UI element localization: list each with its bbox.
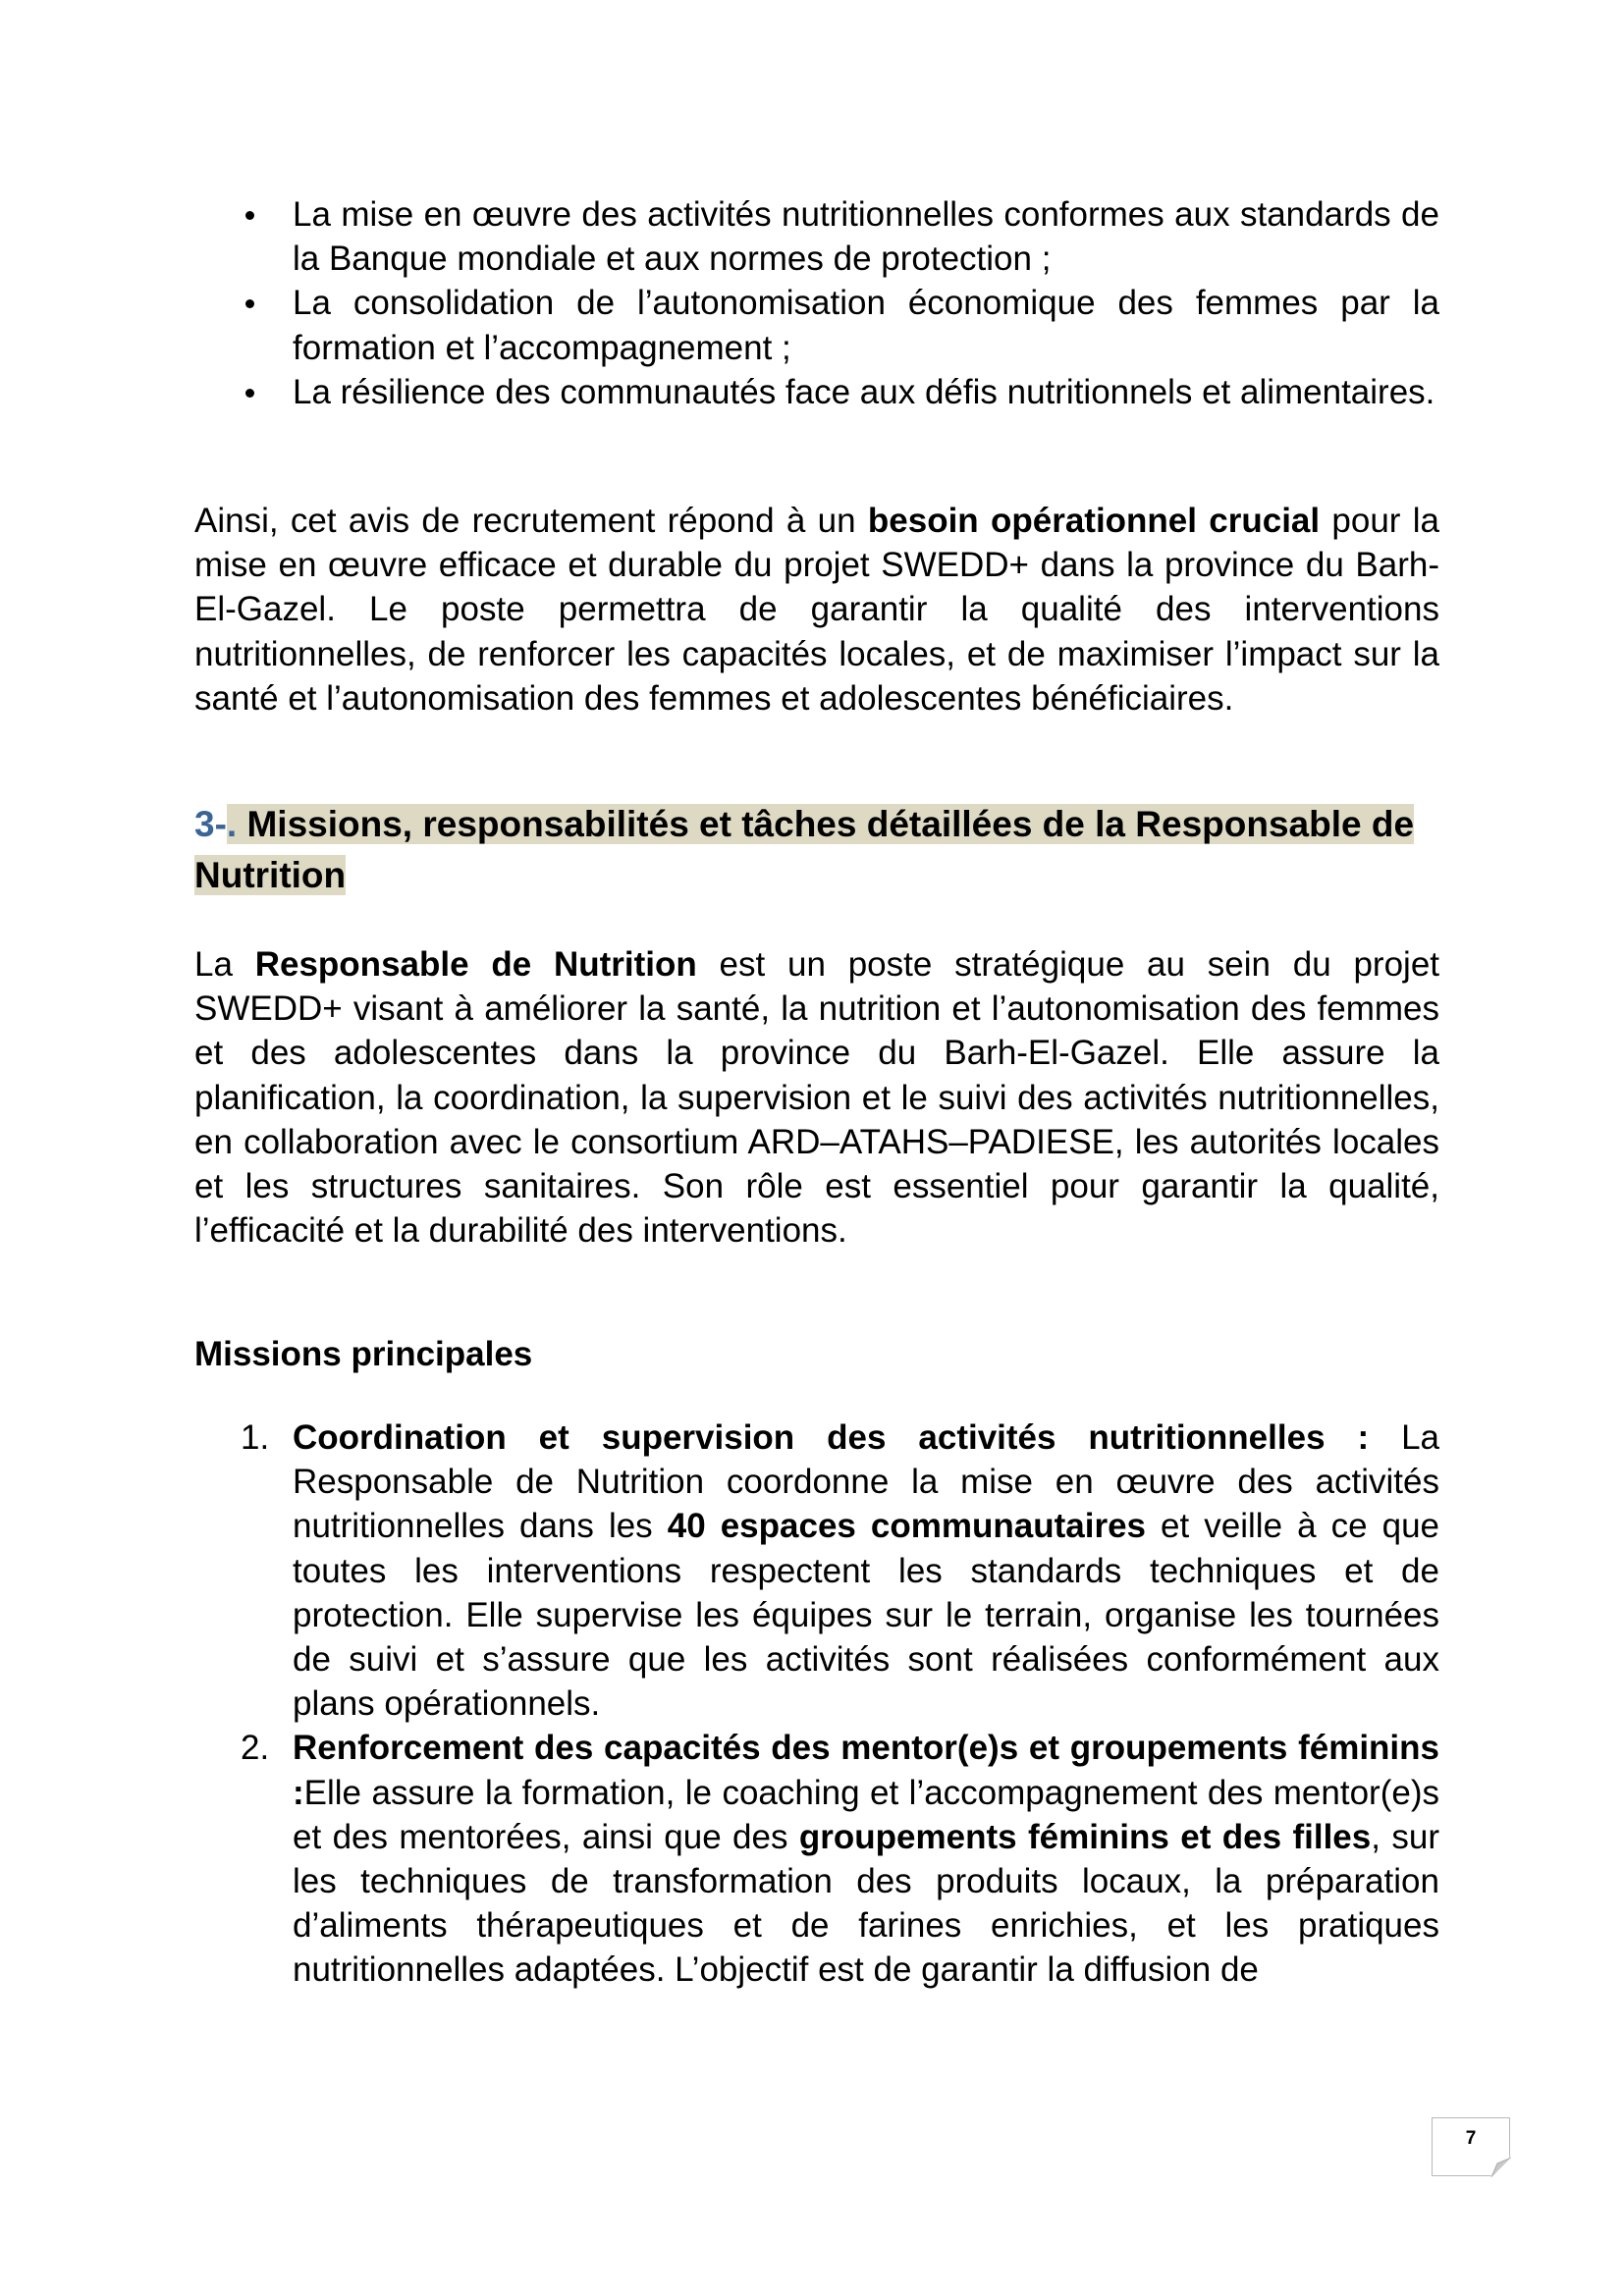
section-title-highlight: . Missions, responsabilités et tâches détaillées de la Responsable de Nutrition: [194, 804, 1415, 895]
missions-list: [194, 1415, 1439, 1993]
bullet-item: La consolidation de l’autonomisation économique des femmes par la formation et l’accompagnement ;: [194, 281, 1439, 369]
mission-title: Coordination et supervision des activités nutritionnelles :: [293, 1418, 1370, 1457]
bullet-icon: [245, 389, 254, 398]
section-number: 3-: [194, 804, 227, 844]
page-number-box: [1432, 2117, 1510, 2176]
page-number: 7: [1465, 2128, 1477, 2149]
recruitment-paragraph: Ainsi, cet avis de recrutement répond à un besoin opérationnel crucial pour la mise en œuvre efficace et durable du projet SWEDD+ dans la province du Barh-El-Gazel. Le poste permettra de garantir la qualité des interventions nutritionnelles, de renforcer les capacités locales, et de maximiser l’impact sur la santé et l’autonomisation des femmes et adolescentes bénéficiaires.: [194, 502, 1439, 718]
bullet-icon: [245, 299, 254, 308]
section-heading: [194, 799, 1439, 901]
list-number: 1.: [241, 1418, 270, 1457]
bullet-icon: [245, 211, 254, 220]
bold-phrase: besoin opérationnel crucial: [867, 502, 1321, 540]
mission-item: 2. Renforcement des capacités des mentor(e)s et groupements féminins :Elle assure la formation, le coaching et l’accompagnement des mentor(e)s et des mentorées, ainsi que des groupements féminins et des filles, sur les techniques de transformation des produits locaux, la préparation d’aliments thérapeutiques et de farines enrichies, et les pratiques nutritionnelles adaptées. L’objectif est de garantir la diffusion de: [194, 1726, 1439, 1992]
bold-phrase: Responsable de Nutrition: [254, 945, 697, 984]
mission-item: 1. Coordination et supervision des activités nutritionnelles : La Responsable de Nutrition coordonne la mise en œuvre des activités nutritionnelles dans les 40 espaces communautaires et veille à ce que toutes les interventions respectent les standards techniques et de protection. Elle supervise les équipes sur le terrain, organise les tournées de suivi et s’assure que les activités sont réalisées conformément aux plans opérationnels.: [194, 1415, 1439, 1726]
list-number: 2.: [241, 1729, 270, 1768]
mission-title: Renforcement des capacités des mentor(e)s et groupements féminins :: [293, 1729, 1439, 1812]
page-curl-icon: [1489, 2156, 1511, 2177]
role-description-paragraph: La Responsable de Nutrition est un poste stratégique au sein du projet SWEDD+ visant à améliorer la santé, la nutrition et l’autonomisation des femmes et des adolescentes dans la province du Barh-El-Gazel. Elle assure la planification, la coordination, la supervision et le suivi des activités nutritionnelles, en collaboration avec le consortium ARD–ATAHS–PADIESE, les autorités locales et les structures sanitaires. Son rôle est essentiel pour garantir la qualité, l’efficacité et la durabilité des interventions.: [194, 945, 1440, 1251]
objectives-bullet-list: [194, 192, 1439, 414]
missions-heading: Missions principales: [194, 1335, 533, 1373]
bullet-item: La résilience des communautés face aux défis nutritionnels et alimentaires.: [194, 370, 1439, 414]
bullet-item: La mise en œuvre des activités nutritionnelles conformes aux standards de la Banque mondiale et aux normes de protection ;: [194, 192, 1439, 281]
